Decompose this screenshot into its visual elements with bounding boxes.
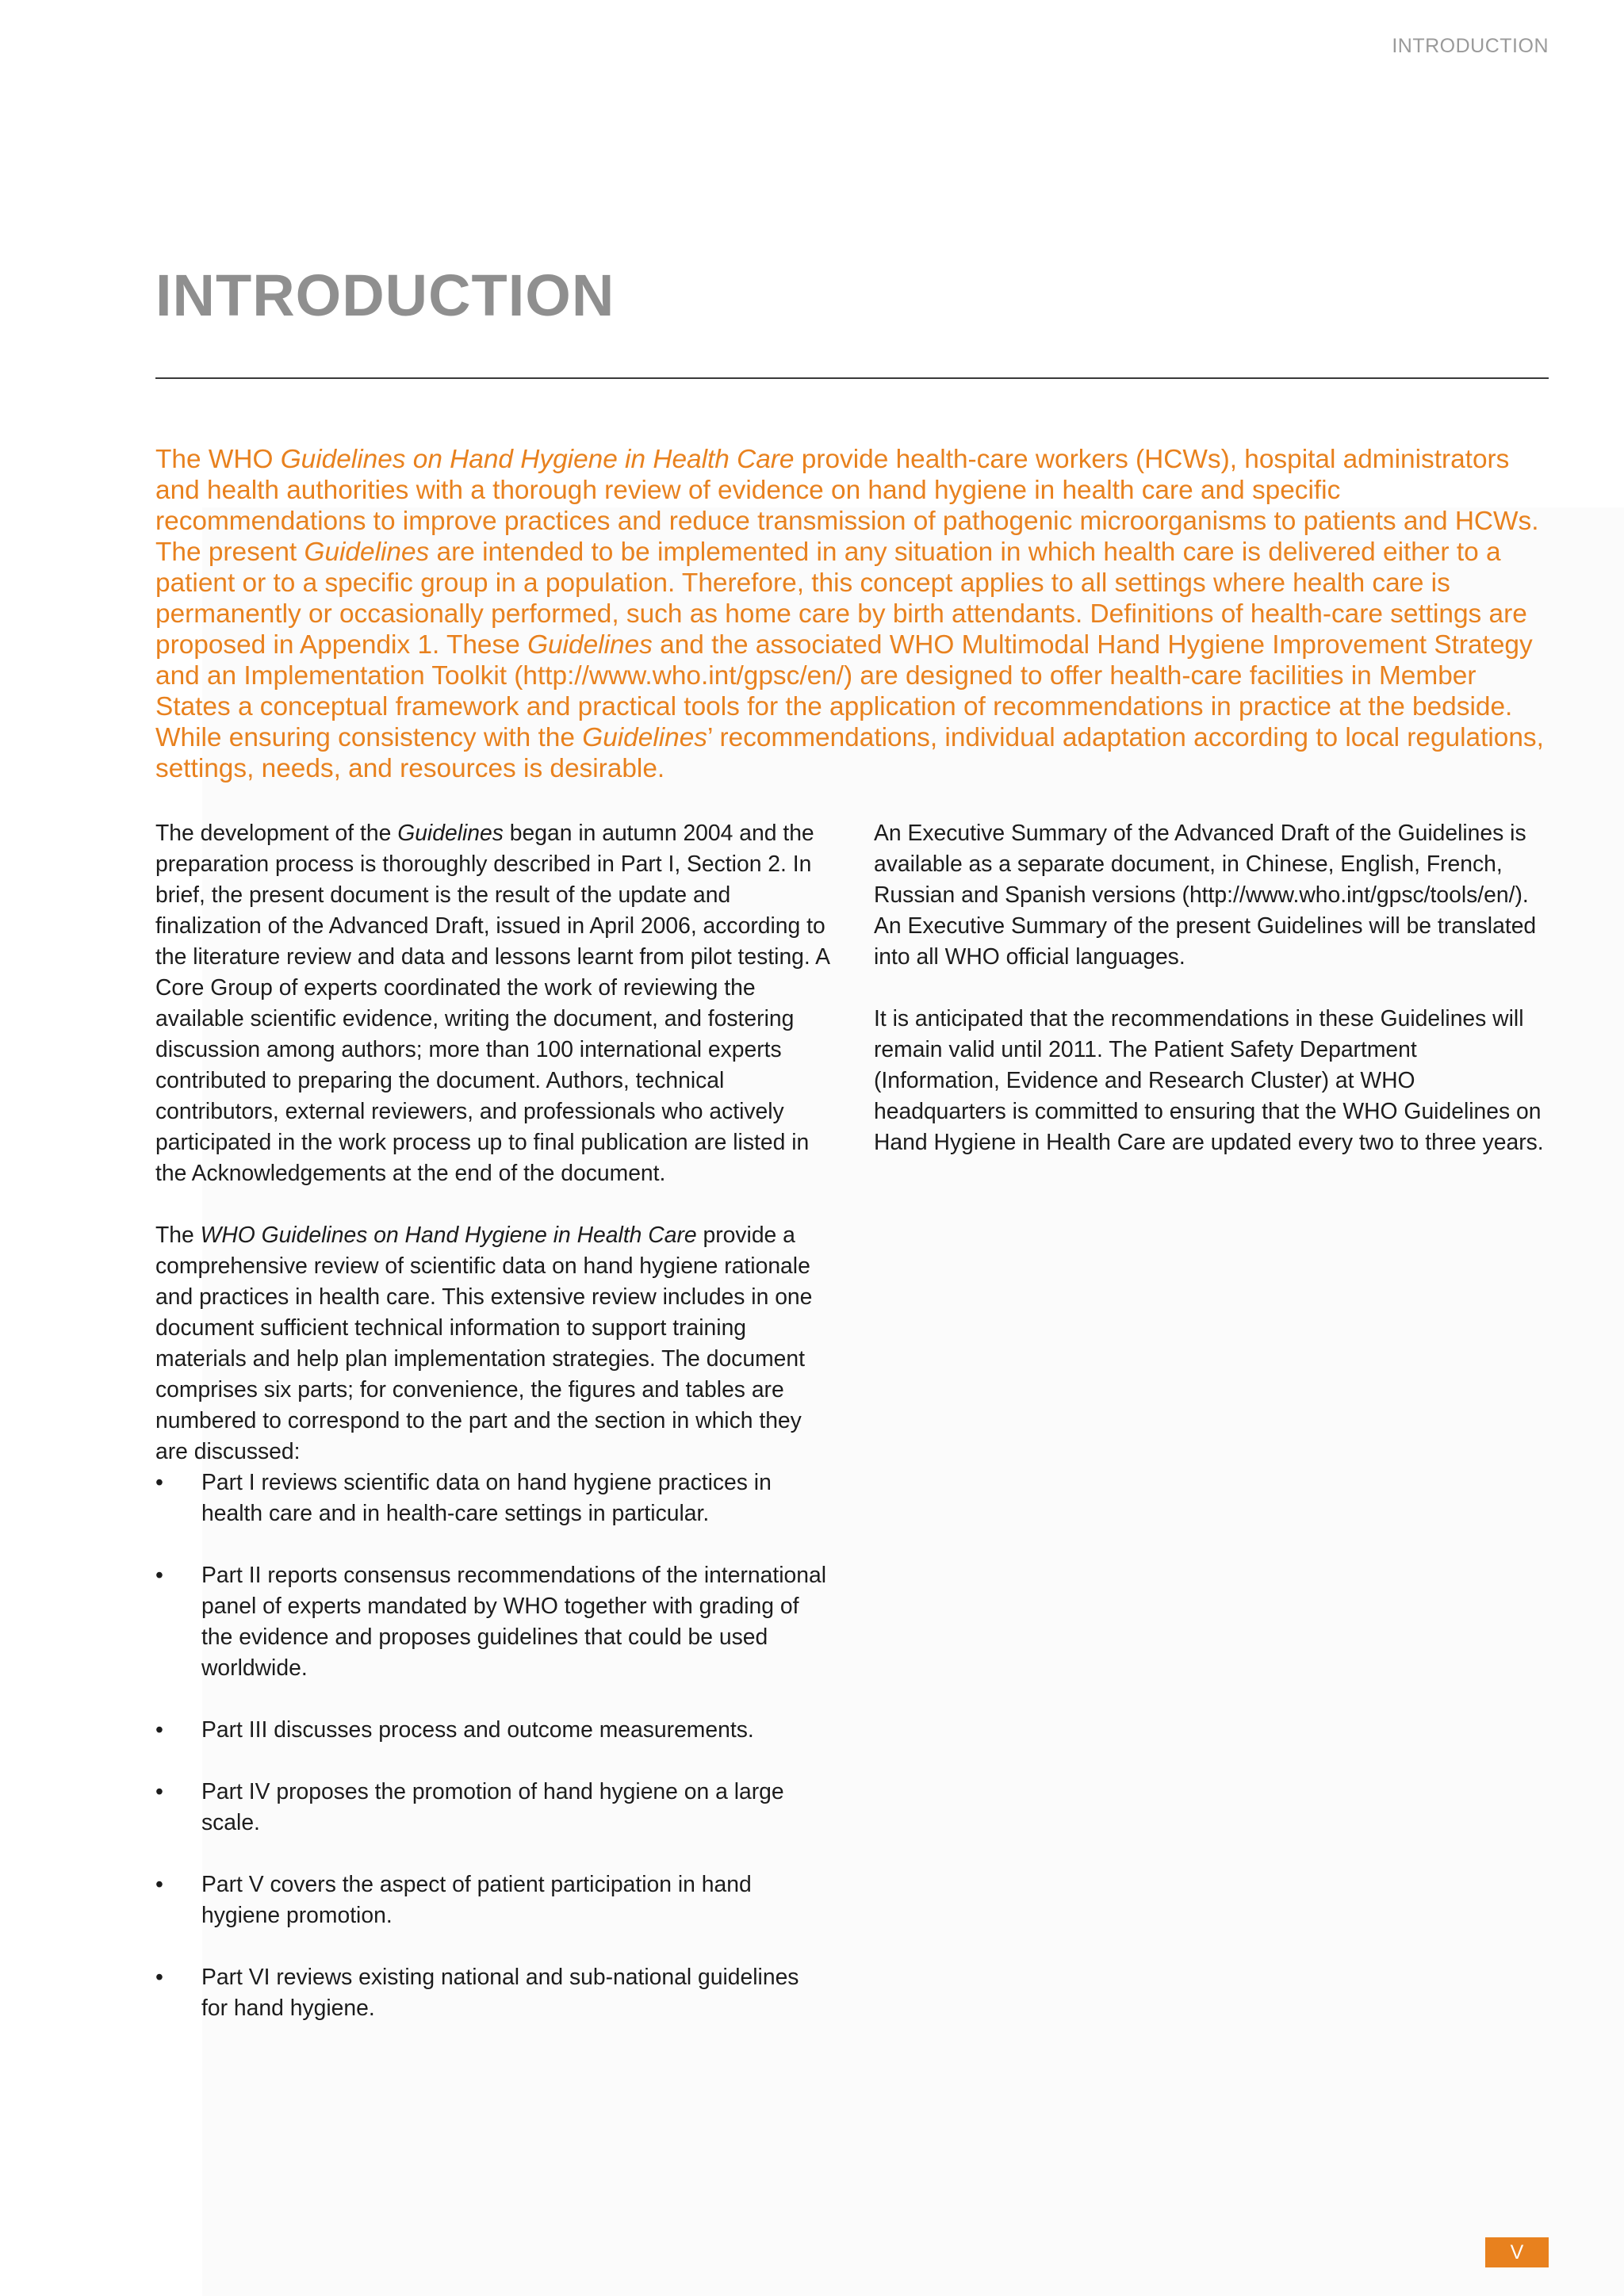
lead-emphasis: Guidelines xyxy=(304,538,430,567)
left-column xyxy=(155,817,829,2054)
paragraph-text: provide a comprehensive review of scientific data on hand hygiene rationale and practices in health care. This extensive review includes in one document sufficient technical information to support training materials and help plan implementation strategies. The document comprises six parts; for convenience, the figures and tables are numbered to correspond to the part and the section in which they are discussed: xyxy=(155,1222,813,1464)
list-item xyxy=(155,1714,829,1745)
list-item xyxy=(155,1559,829,1683)
bullet-icon: • xyxy=(155,1469,163,1494)
bullet-icon: • xyxy=(155,1964,163,1989)
list-item xyxy=(155,1776,829,1838)
paragraph-text: The development of the xyxy=(155,820,398,845)
right-column xyxy=(874,817,1548,1188)
lead-paragraph xyxy=(155,444,1549,784)
paragraph-emphasis: Guidelines xyxy=(397,820,504,845)
lead-text: and the associated WHO Multimodal Hand Hygiene Improvement Strategy and an Implementation Toolkit (http://www.who.int/gpsc/en/) are designed to offer health-care facilities in Member States a conceptual framework and practical tools for the application of recommendations in practice at the bedside. While ensuring consistency with the xyxy=(155,630,1533,752)
paragraph-text: began in autumn 2004 and the preparation process is thoroughly described in Part I, Section 2. In brief, the present document is the result of the update and finalization of the Advanced Draft, issued in April 2006, according to the literature review and data and lessons learnt from pilot testing. A Core Group of experts coordinated the work of reviewing the available scientific evidence, writing the document, and fostering discussion among authors; more than 100 international experts contributed to preparing the document. Authors, technical contributors, external reviewers, and professionals who actively participated in the work process up to final publication are listed in the Acknowledgements at the end of the document. xyxy=(155,820,829,1185)
list-item-text: Part IV proposes the promotion of hand hygiene on a large scale. xyxy=(201,1778,784,1835)
list-item-text: Part I reviews scientific data on hand hygiene practices in health care and in health-care settings in particular. xyxy=(201,1469,772,1525)
parts-list xyxy=(155,1467,829,2023)
bullet-icon: • xyxy=(155,1778,163,1804)
paragraph-text: The xyxy=(155,1222,201,1247)
list-item-text: Part II reports consensus recommendations of the international panel of experts mandated by WHO together with grading of the evidence and proposes guidelines that could be used worldwide. xyxy=(201,1562,827,1680)
list-item-text: Part VI reviews existing national and sub-national guidelines for hand hygiene. xyxy=(201,1964,799,2020)
lead-emphasis: Guidelines on Hand Hygiene in Health Care xyxy=(280,445,795,474)
list-item xyxy=(155,1961,829,2023)
validity-paragraph: It is anticipated that the recommendations in these Guidelines will remain valid until 2011. The Patient Safety Department (Information, Evidence and Research Cluster) at WHO headquarters is committed to ensuring that the WHO Guidelines on Hand Hygiene in Health Care are updated every two to three years. xyxy=(874,1005,1544,1154)
list-item-text: Part V covers the aspect of patient participation in hand hygiene promotion. xyxy=(201,1871,752,1927)
lead-text: The WHO xyxy=(155,445,281,474)
page-number-badge: V xyxy=(1485,2237,1549,2267)
list-item xyxy=(155,1467,829,1529)
bullet-icon: • xyxy=(155,1562,163,1587)
lead-text: provide health-care workers (HCWs), hospital administrators and health authorities with a thorough review of evidence on hand hygiene in health care and specific recommendations to improve practices and reduce transmission of pathogenic microorganisms to patients and HCWs. The present xyxy=(155,445,1539,567)
lead-emphasis: Guidelines xyxy=(582,723,707,752)
executive-summary-paragraph: An Executive Summary of the Advanced Draft of the Guidelines is available as a separate document, in Chinese, English, French, Russian and Spanish versions (http://www.who.int/gpsc/tools/en/). An Executive Summary of the present Guidelines will be translated into all WHO official languages. xyxy=(874,820,1537,969)
development-paragraph xyxy=(155,817,829,1188)
lead-emphasis: Guidelines xyxy=(527,630,653,660)
bullet-icon: • xyxy=(155,1871,163,1896)
bullet-icon: • xyxy=(155,1716,163,1742)
title-divider xyxy=(155,377,1549,379)
list-item-text: Part III discusses process and outcome measurements. xyxy=(201,1716,754,1742)
paragraph-emphasis: WHO Guidelines on Hand Hygiene in Health Care xyxy=(200,1222,697,1247)
running-header: INTRODUCTION xyxy=(1392,35,1549,57)
overview-paragraph xyxy=(155,1219,829,1467)
page-title: INTRODUCTION xyxy=(155,262,615,328)
lead-text: are intended to be implemented in any situation in which health care is delivered either to a patient or to a specific group in a population. Therefore, this concept applies to all settings where health care is permanently or occasionally performed, such as home care by birth attendants. Definitions of health-care settings are proposed in Appendix 1. These xyxy=(155,538,1527,660)
list-item xyxy=(155,1869,829,1931)
lead-text: ’ recommendations, individual adaptation according to local regulations, settings, needs, and resources is desirable. xyxy=(155,723,1544,783)
